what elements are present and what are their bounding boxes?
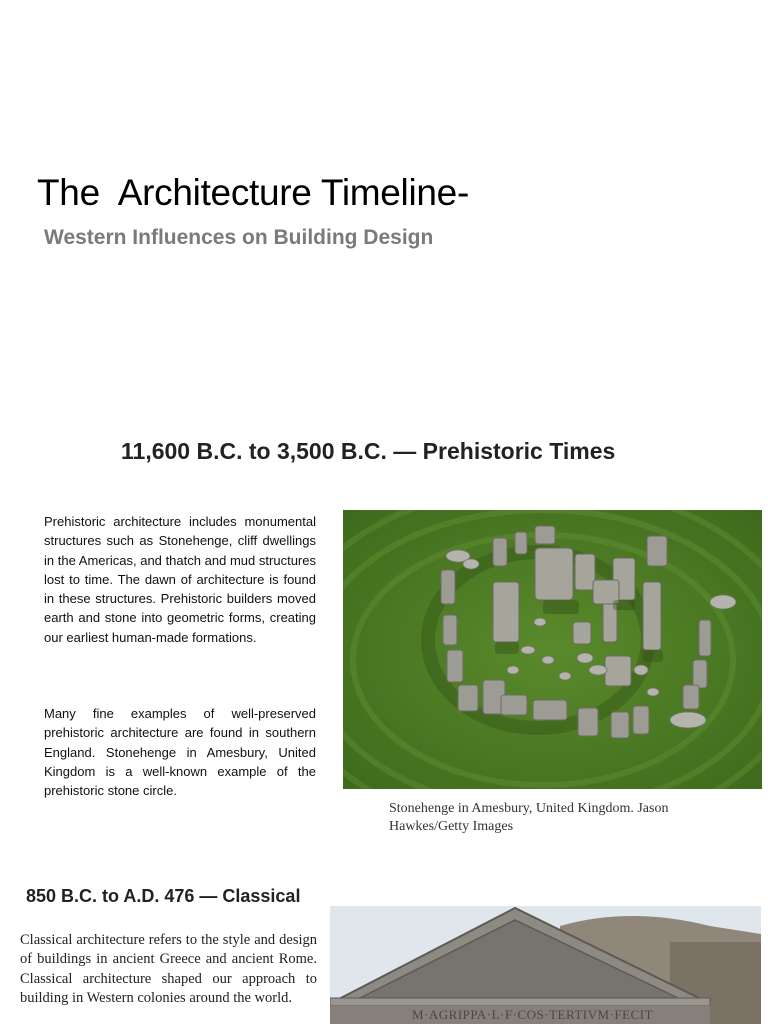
stonehenge-caption: Stonehenge in Amesbury, United Kingdom. Jason Hawkes/Getty Images xyxy=(389,801,669,834)
pantheon-photo xyxy=(330,906,761,1024)
pantheon-inscription: M·AGRIPPA·L·F·COS·TERTIVM·FECIT xyxy=(412,1007,654,1022)
page-subtitle: Western Influences on Building Design xyxy=(44,226,434,249)
prehistoric-heading: 11,600 B.C. to 3,500 B.C. — Prehistoric Times xyxy=(121,438,616,464)
classical-paragraph: Classical architecture refers to the style and design of buildings in ancient Greece and ancient Rome. Classical architecture shaped our approach to building in Western colonies around the world. xyxy=(20,932,317,1006)
stonehenge-photo xyxy=(343,510,762,789)
page-title: The Architecture Timeline- xyxy=(37,172,469,213)
classical-heading: 850 B.C. to A.D. 476 — Classical xyxy=(26,886,301,906)
prehistoric-paragraph-2: Many fine examples of well-preserved prehistoric architecture are found in southern England. Stonehenge in Amesbury, United Kingdom is a well-known example of the prehistoric stone circle. xyxy=(44,706,316,799)
prehistoric-paragraph-1: Prehistoric architecture includes monumental structures such as Stonehenge, cliff dwellings in the Americas, and thatch and mud structures lost to time. The dawn of architecture is found in these structures. Prehistoric builders moved earth and stone into geometric forms, creating our earliest human-made formations. xyxy=(44,514,316,645)
